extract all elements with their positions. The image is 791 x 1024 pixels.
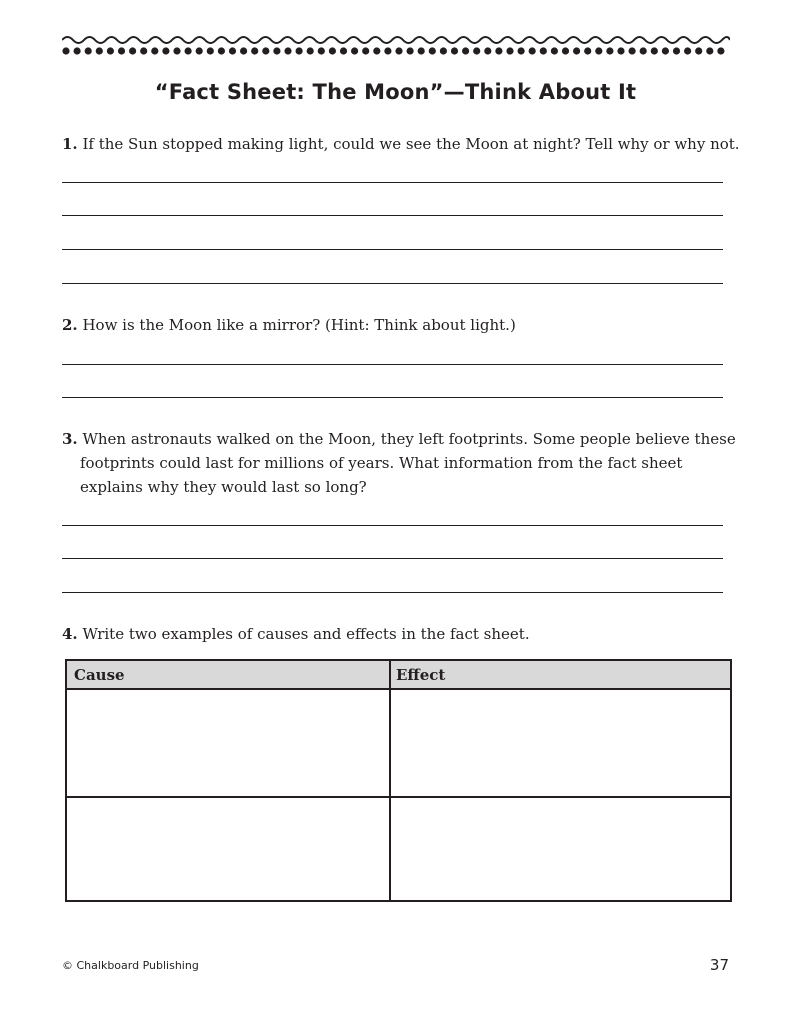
- question-3: [62, 427, 748, 499]
- table-cell-effect-1[interactable]: [391, 690, 730, 796]
- table-cell-cause-1[interactable]: [67, 690, 389, 796]
- answer-line[interactable]: [62, 525, 723, 526]
- answer-line[interactable]: [62, 215, 723, 216]
- page-title: “Fact Sheet: The Moon”—Think About It: [154, 80, 637, 104]
- question-4-number: 4.: [62, 625, 78, 643]
- answer-line[interactable]: [62, 249, 723, 250]
- table-cell-effect-2[interactable]: [391, 798, 730, 900]
- answer-line[interactable]: [62, 592, 723, 593]
- question-2-text: How is the Moon like a mirror? (Hint: Think about light.): [82, 316, 516, 334]
- question-2-number: 2.: [62, 316, 78, 334]
- page-number: 37: [709, 956, 729, 974]
- answer-line[interactable]: [62, 364, 723, 365]
- answer-line[interactable]: [62, 182, 723, 183]
- question-1-number: 1.: [62, 135, 78, 153]
- decorative-border: [62, 32, 730, 58]
- question-3-number: 3.: [62, 430, 78, 448]
- table-header-effect: Effect: [389, 661, 730, 690]
- question-1: [62, 132, 748, 156]
- cause-effect-table: [65, 659, 732, 902]
- answer-line[interactable]: [62, 283, 723, 284]
- question-2: [62, 313, 748, 337]
- question-4: [62, 622, 748, 646]
- question-4-text: Write two examples of causes and effects in the fact sheet.: [82, 625, 530, 643]
- answer-line[interactable]: [62, 397, 723, 398]
- answer-line[interactable]: [62, 558, 723, 559]
- question-1-text: If the Sun stopped making light, could we see the Moon at night? Tell why or why not.: [82, 135, 740, 153]
- table-cell-cause-2[interactable]: [67, 798, 389, 900]
- table-header-cause: Cause: [67, 661, 389, 690]
- publisher-credit: © Chalkboard Publishing: [62, 959, 199, 972]
- question-3-text: When astronauts walked on the Moon, they left footprints. Some people believe these footprints could last for millions of years. What information from the fact sheet explains why they would last so long?: [80, 430, 736, 496]
